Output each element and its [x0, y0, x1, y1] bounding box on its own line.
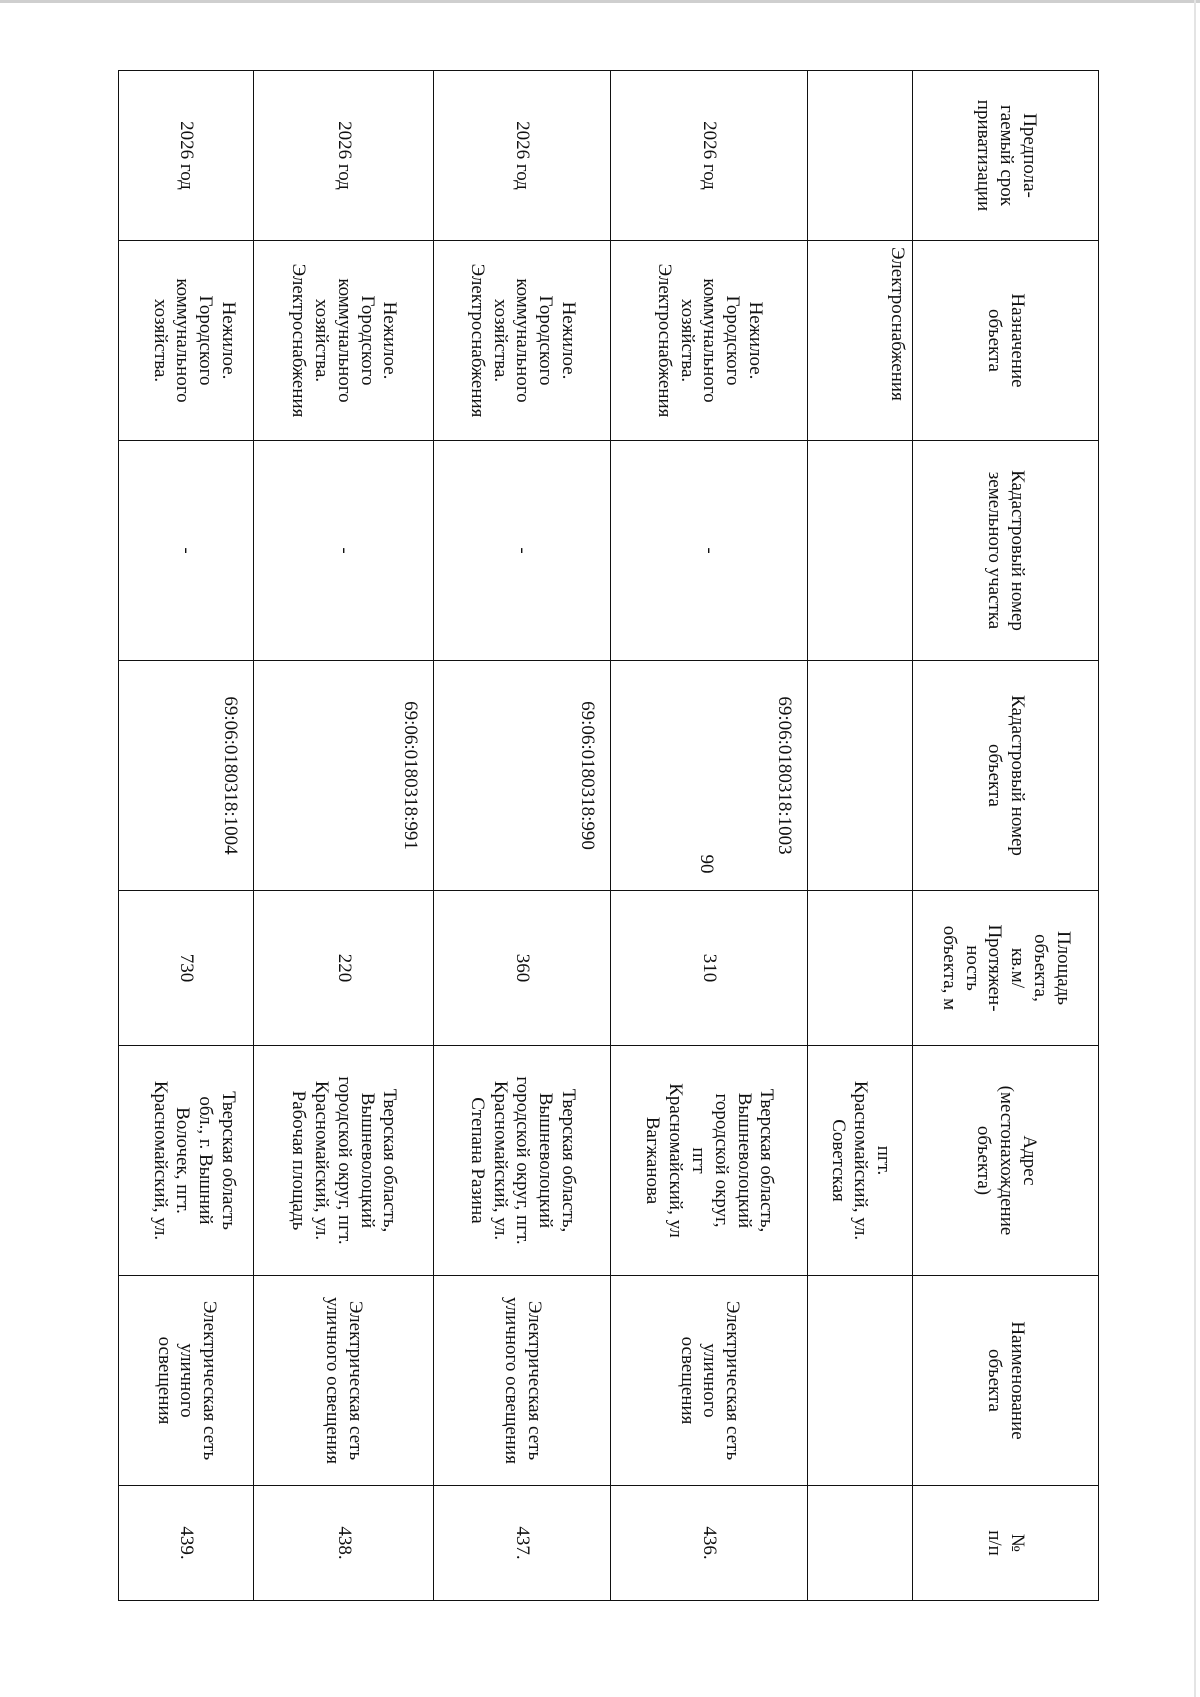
- header-land-cadastral: Кадастровый номер земельного участка: [913, 441, 1099, 661]
- cell-term: 2026 год: [119, 71, 254, 241]
- cell-object-cadastral: 69:06:0180318:1003: [611, 661, 808, 891]
- cell-name: [808, 1276, 913, 1486]
- cell-term: 2026 год: [254, 71, 434, 241]
- cell-number: 436.: [611, 1486, 808, 1601]
- page-number: 90: [696, 854, 717, 874]
- cell-object-cadastral: [808, 661, 913, 891]
- header-row: [913, 71, 1099, 1601]
- cell-object-cadastral: 69:06:0180318:1004: [119, 661, 254, 891]
- cell-area: 360: [434, 891, 611, 1046]
- header-address: Адрес (местонахождение объекта): [913, 1046, 1099, 1276]
- cell-name: Электрическая сеть уличного освещения: [611, 1276, 808, 1486]
- cell-purpose: Нежилое. Городского коммунального хозяйства.: [119, 241, 254, 441]
- cell-area: 220: [254, 891, 434, 1046]
- table-row: [119, 71, 254, 1601]
- cell-term: 2026 год: [434, 71, 611, 241]
- scan-edge-top: [0, 0, 1200, 3]
- cell-number: [808, 1486, 913, 1601]
- rotated-table-container: [119, 70, 1099, 1600]
- header-name: Наименование объекта: [913, 1276, 1099, 1486]
- table-row: [808, 71, 913, 1601]
- cell-number: 439.: [119, 1486, 254, 1601]
- scan-edge-right: [1194, 0, 1196, 1697]
- cell-address: пгт. Красномайский, ул. Советская: [808, 1046, 913, 1276]
- property-table: [118, 70, 1099, 1601]
- cell-land-cadastral: -: [434, 441, 611, 661]
- cell-area: 310: [611, 891, 808, 1046]
- cell-address: Тверская область, Вышневолоцкий городской округ, пгт. Красномайский, ул. Степана Разина: [434, 1046, 611, 1276]
- cell-purpose: Нежилое. Городского коммунального хозяйства. Электроснабжения: [611, 241, 808, 441]
- table-row: [434, 71, 611, 1601]
- cell-land-cadastral: -: [611, 441, 808, 661]
- cell-address: Тверская область, Вышневолоцкий городской округ, пгт Красномайский, ул Вагжанова: [611, 1046, 808, 1276]
- cell-term: [808, 71, 913, 241]
- cell-area: [808, 891, 913, 1046]
- header-number: № п/п: [913, 1486, 1099, 1601]
- header-area: Площадь объекта, кв.м/ Протяжен- ность объекта, м: [913, 891, 1099, 1046]
- cell-address: Тверская область, Вышневолоцкий городской округ, пгт. Красномайский, ул. Рабочая площадь: [254, 1046, 434, 1276]
- header-purpose: Назначение объекта: [913, 241, 1099, 441]
- cell-number: 438.: [254, 1486, 434, 1601]
- cell-purpose: Нежилое. Городского коммунального хозяйства. Электроснабжения: [434, 241, 611, 441]
- table-row: [254, 71, 434, 1601]
- cell-term: 2026 год: [611, 71, 808, 241]
- cell-name: Электрическая сеть уличного освещения: [434, 1276, 611, 1486]
- header-privatization-term: Предпола- гаемый срок приватизации: [913, 71, 1099, 241]
- cell-address: Тверская область обл., г. Вышний Волочек, пгт. Красномайский, ул.: [119, 1046, 254, 1276]
- cell-purpose: Нежилое. Городского коммунального хозяйства. Электроснабжения: [254, 241, 434, 441]
- cell-name: Электрическая сеть уличного освещения: [119, 1276, 254, 1486]
- cell-name: Электрическая сеть уличного освещения: [254, 1276, 434, 1486]
- cell-purpose: Электроснабжения: [808, 241, 913, 441]
- cell-area: 730: [119, 891, 254, 1046]
- table-row: [611, 71, 808, 1601]
- cell-land-cadastral: [808, 441, 913, 661]
- cell-land-cadastral: -: [119, 441, 254, 661]
- cell-number: 437.: [434, 1486, 611, 1601]
- cell-object-cadastral: 69:06:0180318:991: [254, 661, 434, 891]
- cell-land-cadastral: -: [254, 441, 434, 661]
- header-object-cadastral: Кадастровый номер объекта: [913, 661, 1099, 891]
- cell-object-cadastral: 69:06:0180318:990: [434, 661, 611, 891]
